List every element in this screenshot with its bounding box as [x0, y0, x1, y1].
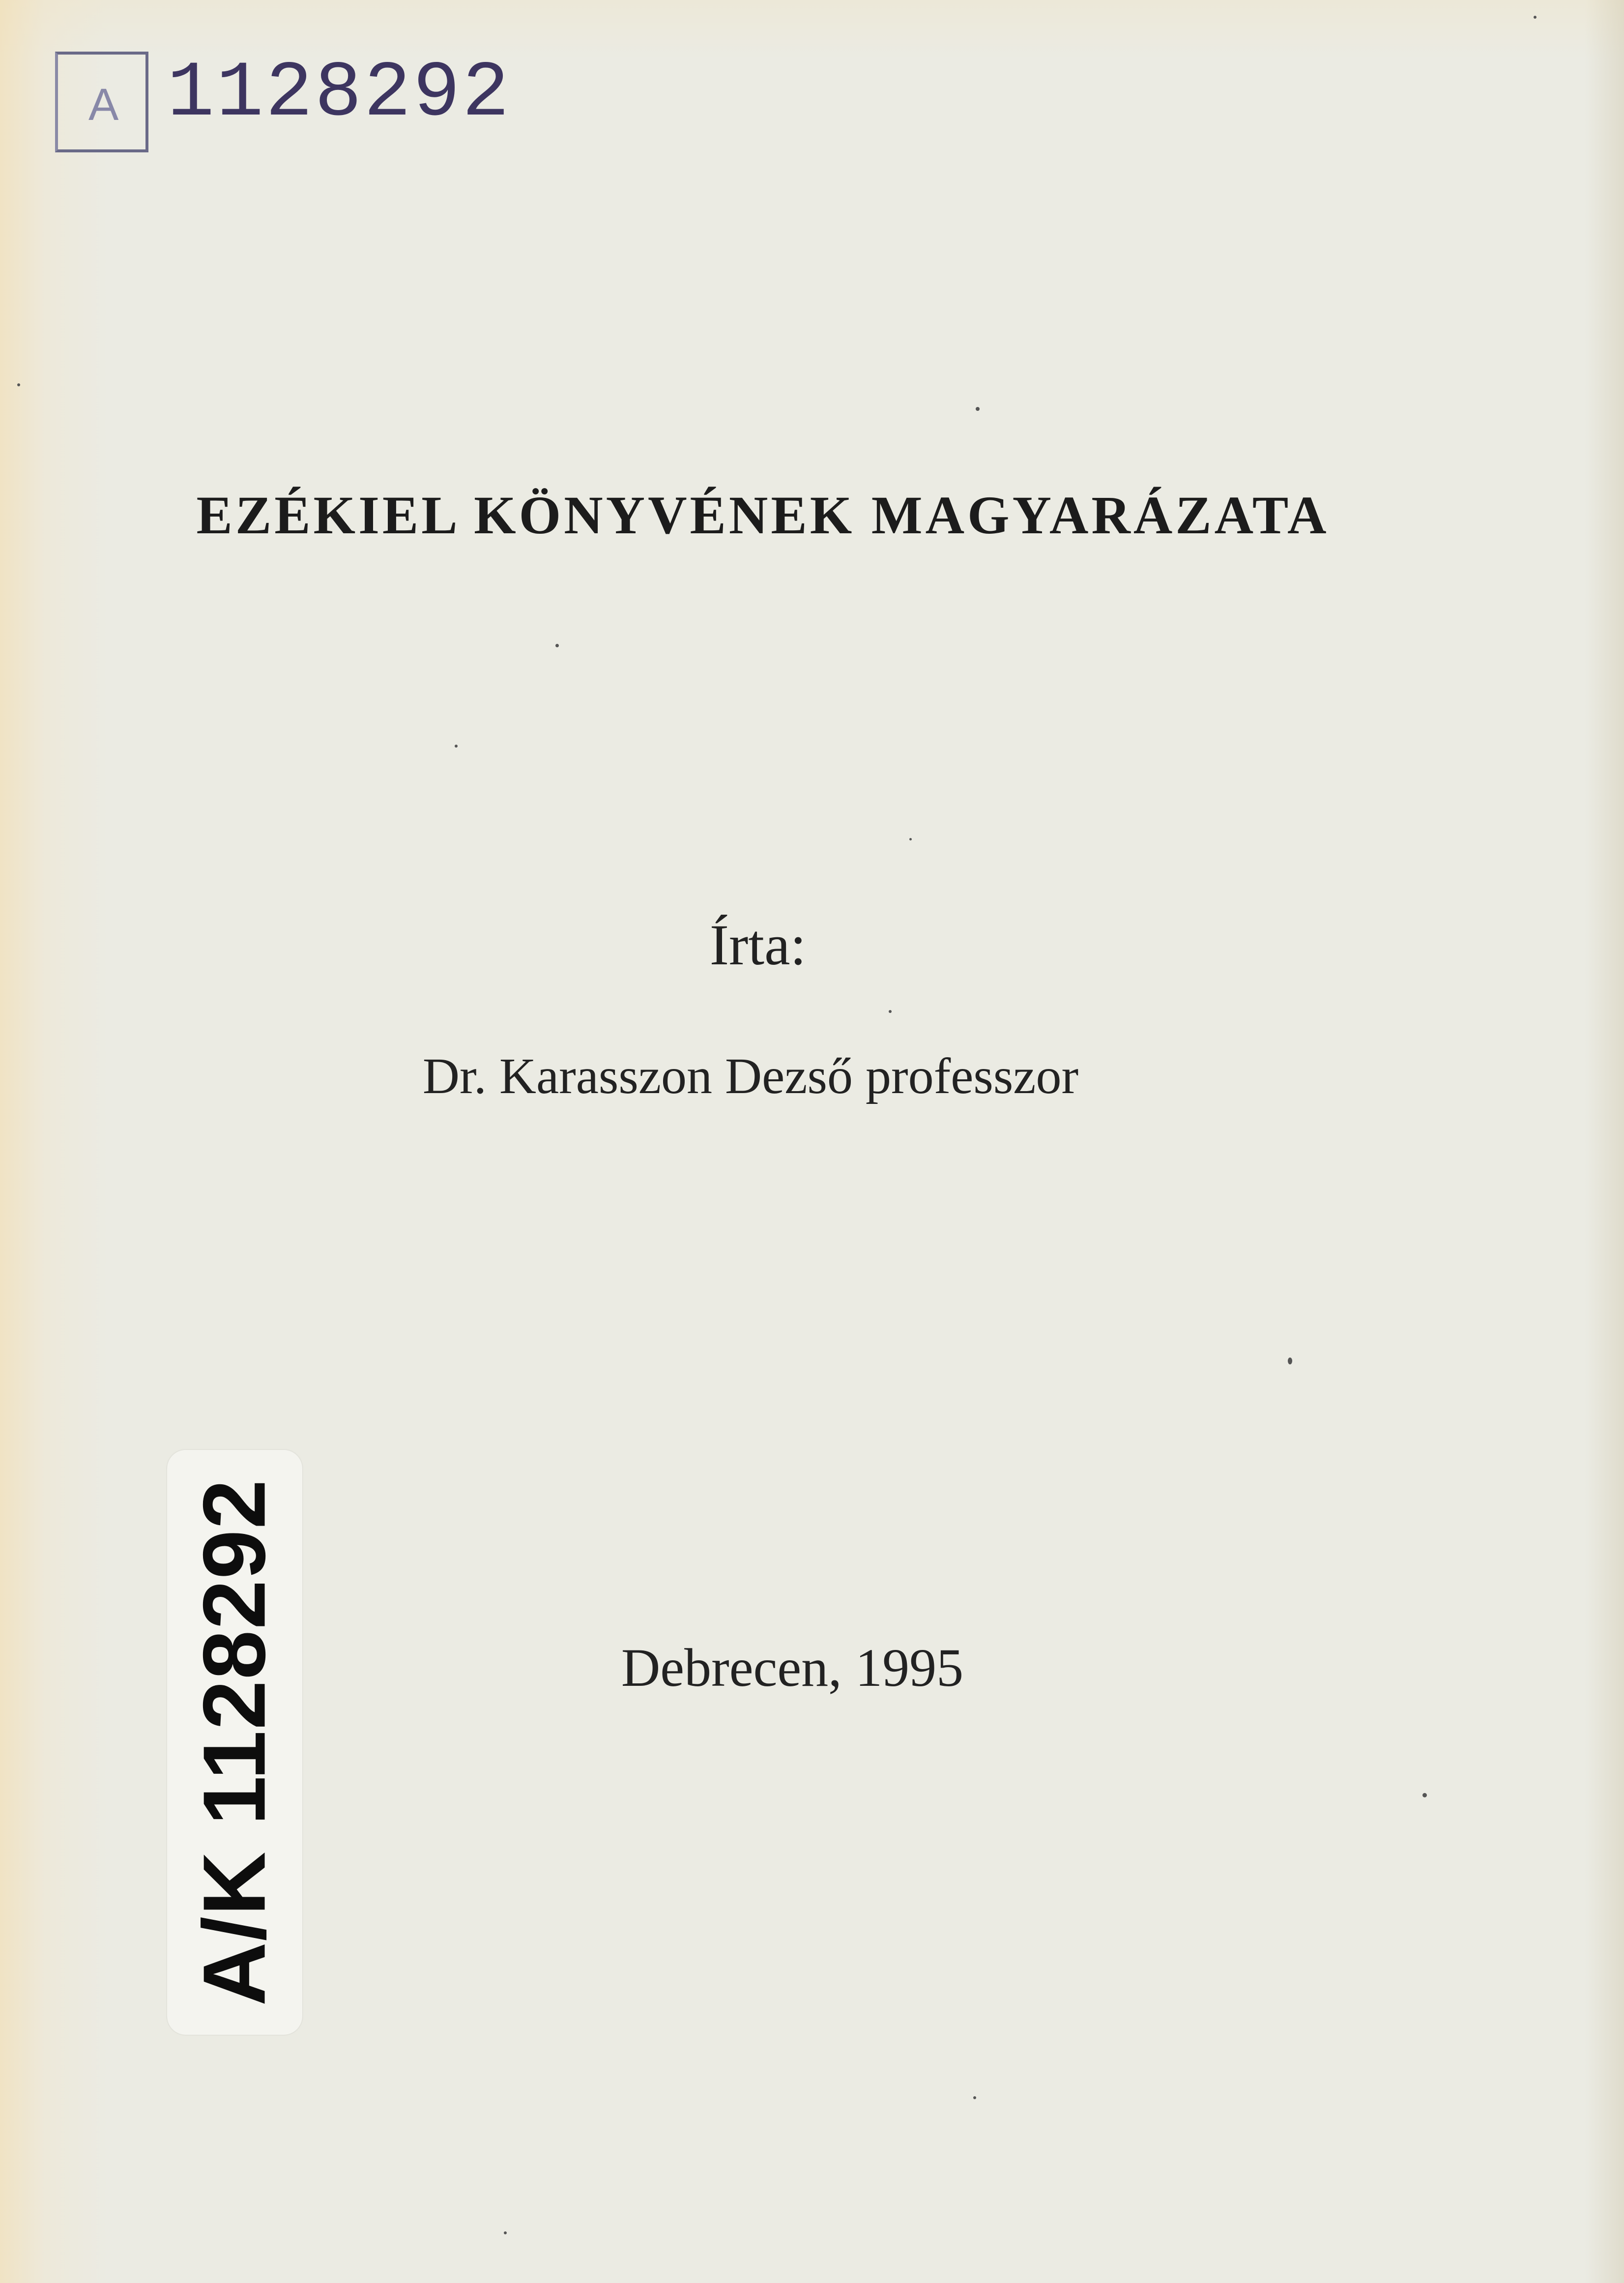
paper-speck [17, 383, 20, 386]
publication-place-year-text: Debrecen, 1995 [621, 1638, 964, 1698]
paper-speck [976, 407, 980, 411]
library-stamp-box [55, 52, 148, 152]
shelf-label-text: A/K 1128292 [185, 1478, 284, 2006]
paper-speck [909, 838, 912, 840]
paper-speck [973, 2096, 976, 2099]
stamp-letter: A [88, 80, 119, 130]
paper-speck [889, 1010, 892, 1013]
paper-speck [1288, 1358, 1292, 1364]
shelf-label-sticker [167, 1450, 302, 2035]
paper-speck [555, 644, 559, 647]
paper-speck [455, 745, 458, 748]
written-by-label [0, 912, 1624, 979]
book-title [0, 484, 1624, 547]
paper-speck [1422, 1793, 1427, 1797]
paper-speck [504, 2231, 507, 2234]
author-name-text: Dr. Karasszon Dezső professzor [422, 1048, 1079, 1104]
book-title-text: EZÉKIEL KÖNYVÉNEK MAGYARÁZATA [196, 485, 1330, 545]
written-by-text: Írta: [709, 913, 807, 977]
author-name [0, 1047, 1624, 1105]
paper-speck [1534, 16, 1537, 19]
stamp-number: 1128292 [167, 50, 512, 139]
